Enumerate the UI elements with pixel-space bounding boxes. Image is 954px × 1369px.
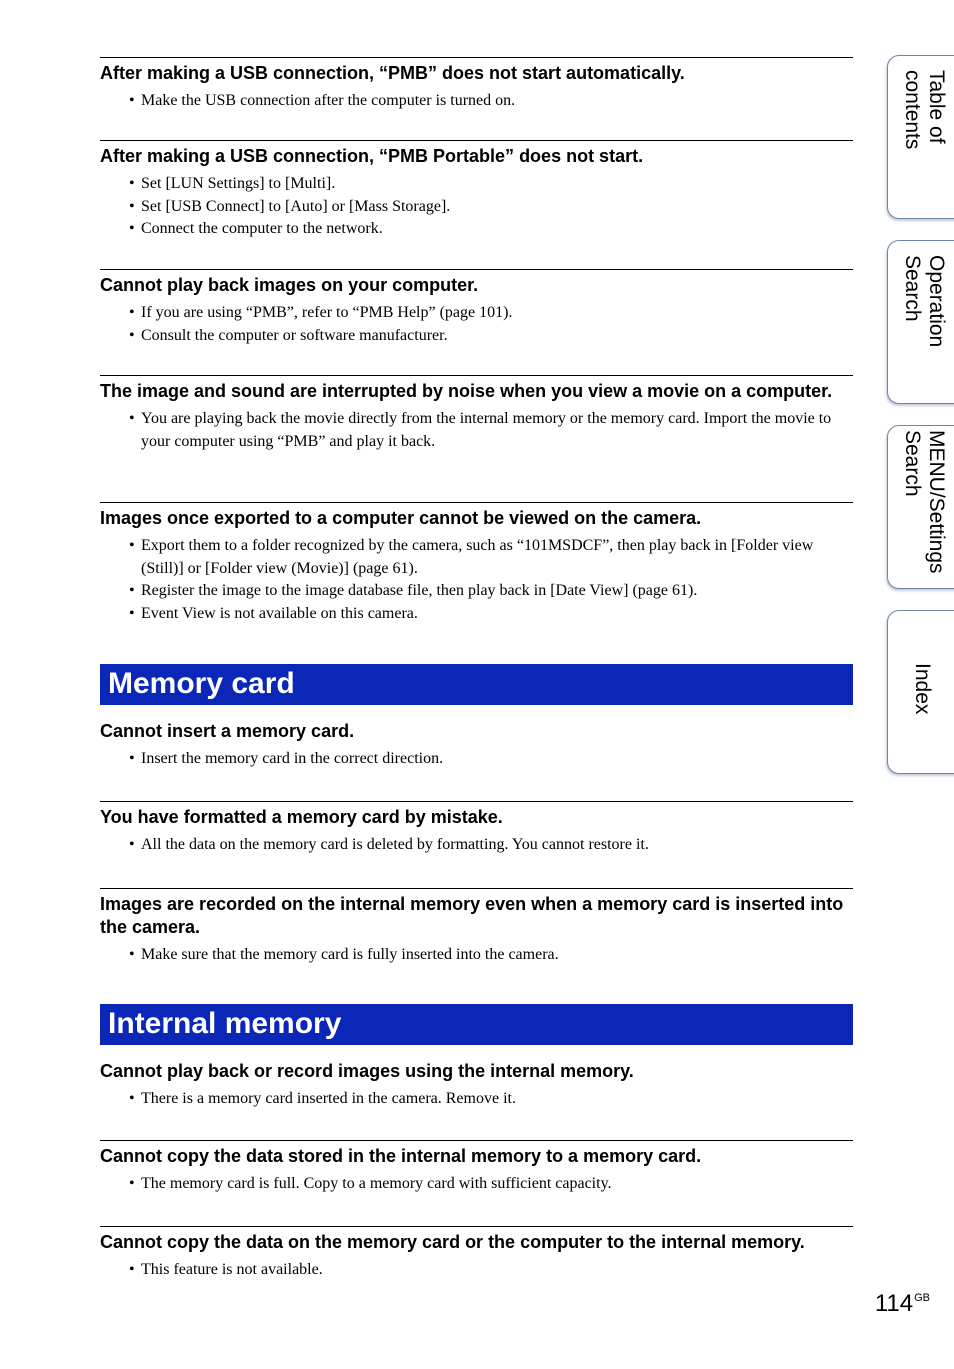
bullet-item: • Make the USB connection after the computer is turned on. bbox=[129, 90, 853, 113]
bullet-list bbox=[100, 535, 853, 625]
topic-title: Images once exported to a computer cannot be viewed on the camera. bbox=[100, 508, 702, 528]
topic bbox=[100, 888, 853, 1004]
topic-title: Cannot copy the data on the memory card or the computer to the internal memory. bbox=[100, 1232, 805, 1252]
topic bbox=[100, 717, 853, 801]
tab-label: MENU/Settings Search bbox=[901, 430, 948, 574]
topic bbox=[100, 801, 853, 888]
topic bbox=[100, 1140, 853, 1226]
topic bbox=[100, 1226, 853, 1317]
bullet-item: • Set [USB Connect] to [Auto] or [Mass Storage]. bbox=[129, 196, 853, 219]
tab-table-of-contents[interactable] bbox=[887, 55, 954, 219]
bullet-item: • Insert the memory card in the correct direction. bbox=[129, 748, 853, 771]
topic-title: After making a USB connection, “PMB Portable” does not start. bbox=[100, 146, 644, 166]
bullet-item: • Export them to a folder recognized by the camera, such as “101MSDCF”, then play back in [Folder view (Still)] or [Folder view (Movie)] (page 61). bbox=[129, 535, 853, 580]
topic-title: Cannot play back images on your computer. bbox=[100, 275, 479, 295]
topic-title: The image and sound are interrupted by noise when you view a movie on a computer. bbox=[100, 381, 833, 401]
bullet-item: • Event View is not available on this camera. bbox=[129, 603, 853, 626]
topic-title: Cannot insert a memory card. bbox=[100, 721, 355, 741]
bullet-item: • Register the image to the image database file, then play back in [Date View] (page 61). bbox=[129, 580, 853, 603]
page-content bbox=[100, 57, 853, 1317]
bullet-item: • Set [LUN Settings] to [Multi]. bbox=[129, 173, 853, 196]
topic-title: Cannot copy the data stored in the internal memory to a memory card. bbox=[100, 1146, 702, 1166]
topic bbox=[100, 502, 853, 664]
bullet-list bbox=[100, 173, 853, 241]
bullet-item: • If you are using “PMB”, refer to “PMB Help” (page 101). bbox=[129, 302, 853, 325]
topic bbox=[100, 57, 853, 140]
topic-title: You have formatted a memory card by mistake. bbox=[100, 807, 503, 827]
topic bbox=[100, 375, 853, 502]
bullet-item: • This feature is not available. bbox=[129, 1259, 853, 1282]
bullet-list bbox=[100, 408, 853, 453]
tab-operation-search[interactable] bbox=[887, 240, 954, 404]
section-heading-internal-memory: Internal memory bbox=[100, 1004, 853, 1045]
bullet-item: • Connect the computer to the network. bbox=[129, 218, 853, 241]
bullet-list bbox=[100, 90, 853, 113]
bullet-item: • Consult the computer or software manufacturer. bbox=[129, 325, 853, 348]
topic bbox=[100, 140, 853, 269]
bullet-item: • The memory card is full. Copy to a memory card with sufficient capacity. bbox=[129, 1173, 853, 1196]
tab-menu-settings-search[interactable] bbox=[887, 425, 954, 589]
bullet-list bbox=[100, 1259, 853, 1282]
bullet-list bbox=[100, 834, 853, 857]
topic-title: Images are recorded on the internal memory even when a memory card is inserted into the camera. bbox=[100, 894, 844, 937]
bullet-item: • There is a memory card inserted in the camera. Remove it. bbox=[129, 1088, 853, 1111]
tab-index[interactable] bbox=[887, 610, 954, 774]
page-number bbox=[875, 1290, 930, 1318]
topic-title: Cannot play back or record images using the internal memory. bbox=[100, 1061, 634, 1081]
bullet-item: • Make sure that the memory card is fully inserted into the camera. bbox=[129, 944, 853, 967]
bullet-item: • You are playing back the movie directly from the internal memory or the memory card. Import the movie to your computer using “PMB” and play it back. bbox=[129, 408, 853, 453]
section-heading-memory-card: Memory card bbox=[100, 664, 853, 705]
topic bbox=[100, 1057, 853, 1140]
page-number-suffix: GB bbox=[914, 1292, 930, 1304]
bullet-list bbox=[100, 1088, 853, 1111]
tab-label: Operation Search bbox=[901, 255, 948, 348]
tab-label: Table of contents bbox=[901, 70, 948, 150]
bullet-list bbox=[100, 1173, 853, 1196]
bullet-list bbox=[100, 302, 853, 347]
bullet-list bbox=[100, 944, 853, 967]
topic bbox=[100, 269, 853, 375]
page-number-value: 114 bbox=[874, 1290, 914, 1317]
bullet-list bbox=[100, 748, 853, 771]
bullet-item: • All the data on the memory card is deleted by formatting. You cannot restore it. bbox=[129, 834, 853, 857]
tab-label: Index bbox=[911, 663, 934, 715]
topic-title: After making a USB connection, “PMB” does not start automatically. bbox=[100, 63, 685, 83]
